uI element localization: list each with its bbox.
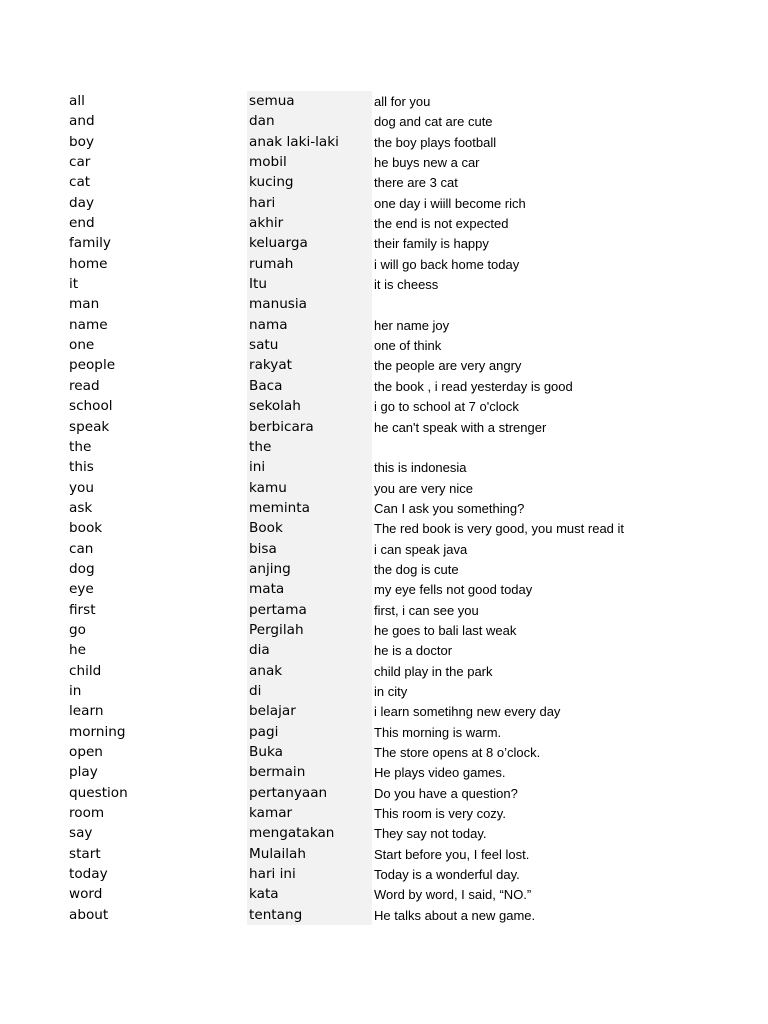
english-word-cell: about (69, 906, 109, 923)
indonesian-word-cell: nama (247, 315, 372, 335)
example-sentence-cell: He talks about a new game. (374, 907, 536, 923)
table-row (0, 498, 768, 518)
table-row (0, 457, 768, 477)
indonesian-word-cell: tentang (247, 905, 372, 925)
example-sentence-cell: he can't speak with a strenger (374, 419, 547, 435)
english-word-cell: this (69, 459, 94, 476)
english-word-cell: name (69, 316, 108, 333)
table-row (0, 193, 768, 213)
indonesian-word-cell: anjing (247, 559, 372, 579)
table-row (0, 701, 768, 721)
indonesian-word-cell: akhir (247, 213, 372, 233)
example-sentence-cell: he goes to bali last weak (374, 622, 517, 638)
example-sentence-cell: child play in the park (374, 663, 493, 679)
indonesian-word-cell: satu (247, 335, 372, 355)
example-sentence-cell (374, 295, 636, 315)
indonesian-word-cell: hari ini (247, 864, 372, 884)
table-row (0, 905, 768, 925)
indonesian-word-cell: bisa (247, 539, 372, 559)
indonesian-word-cell: pertanyaan (247, 783, 372, 803)
english-word-cell: all (69, 93, 85, 109)
example-sentence-cell: one day i wiill become rich (374, 195, 526, 211)
example-sentence-cell: He plays video games. (374, 765, 506, 781)
english-word-cell: speak (69, 418, 110, 435)
indonesian-word-cell: hari (247, 193, 372, 213)
example-sentence-cell: all for you (374, 94, 431, 109)
english-word-cell: eye (69, 581, 94, 598)
english-word-cell: boy (69, 133, 94, 150)
english-word-cell: end (69, 215, 95, 232)
english-word-cell: learn (69, 703, 104, 720)
table-row (0, 579, 768, 599)
example-sentence-cell: They say not today. (374, 826, 487, 842)
example-sentence-cell: it is cheess (374, 277, 439, 293)
indonesian-word-cell: mata (247, 579, 372, 599)
table-row (0, 884, 768, 904)
english-word-cell: school (69, 398, 113, 415)
example-sentence-cell: one of think (374, 338, 442, 354)
table-row (0, 315, 768, 335)
indonesian-word-cell: Buka (247, 742, 372, 762)
english-word-cell: and (69, 113, 95, 130)
english-word-cell: go (69, 621, 86, 638)
indonesian-word-cell: Mulailah (247, 844, 372, 864)
english-word-cell: he (69, 642, 86, 659)
example-sentence-cell: the dog is cute (374, 561, 459, 577)
example-sentence-cell: you are very nice (374, 480, 473, 496)
english-word-cell: room (69, 805, 105, 822)
english-word-cell: car (69, 154, 91, 171)
example-sentence-cell: there are 3 cat (374, 175, 458, 191)
english-word-cell: dog (69, 560, 95, 577)
indonesian-word-cell: pagi (247, 722, 372, 742)
example-sentence-cell: The store opens at 8 o’clock. (374, 745, 541, 760)
indonesian-word-cell: keluarga (247, 233, 372, 253)
table-row (0, 600, 768, 620)
english-word-cell: it (69, 276, 79, 293)
indonesian-word-cell: manusia (247, 294, 372, 314)
english-word-cell: open (69, 744, 103, 760)
table-row (0, 132, 768, 152)
english-word-cell: you (69, 479, 94, 496)
table-row (0, 111, 768, 131)
indonesian-word-cell: dia (247, 640, 372, 660)
indonesian-word-cell: bermain (247, 762, 372, 782)
example-sentence-cell: Today is a wonderful day. (374, 867, 520, 883)
english-word-cell: one (69, 337, 95, 354)
english-word-cell: in (69, 682, 82, 699)
indonesian-word-cell: Book (247, 518, 372, 538)
table-row (0, 640, 768, 660)
english-word-cell: ask (69, 499, 93, 516)
indonesian-word-cell: semua (247, 91, 372, 111)
indonesian-word-cell: Pergilah (247, 620, 372, 640)
table-row (0, 335, 768, 355)
example-sentence-cell: he buys new a car (374, 155, 480, 171)
table-row (0, 396, 768, 416)
english-word-cell: read (69, 377, 100, 394)
indonesian-word-cell: belajar (247, 701, 372, 721)
table-row (0, 376, 768, 396)
english-word-cell: can (69, 540, 94, 557)
table-row (0, 172, 768, 192)
indonesian-word-cell: meminta (247, 498, 372, 518)
example-sentence-cell: the end is not expected (374, 216, 509, 232)
table-row (0, 417, 768, 437)
table-row (0, 722, 768, 742)
english-word-cell: start (69, 845, 101, 862)
example-sentence-cell: i learn sometihng new every day (374, 704, 561, 720)
indonesian-word-cell: sekolah (247, 396, 372, 416)
table-row (0, 355, 768, 375)
indonesian-word-cell: di (247, 681, 372, 701)
indonesian-word-cell: rumah (247, 254, 372, 274)
example-sentence-cell: the book , i read yesterday is good (374, 378, 573, 394)
table-row (0, 254, 768, 274)
table-row (0, 661, 768, 681)
indonesian-word-cell: mengatakan (247, 823, 372, 843)
table-row (0, 762, 768, 782)
table-row (0, 844, 768, 864)
example-sentence-cell: her name joy (374, 317, 450, 333)
english-word-cell: child (69, 662, 102, 679)
indonesian-word-cell: Itu (247, 274, 372, 294)
example-sentence-cell: the boy plays football (374, 134, 497, 150)
table-row (0, 681, 768, 701)
indonesian-word-cell: ini (247, 457, 372, 477)
indonesian-word-cell: kamar (247, 803, 372, 823)
english-word-cell: question (69, 784, 128, 801)
table-row (0, 152, 768, 172)
english-word-cell: book (69, 520, 103, 537)
example-sentence-cell: Word by word, I said, “NO.” (374, 887, 532, 903)
table-row (0, 742, 768, 762)
example-sentence-cell: Can I ask you something? (374, 500, 525, 516)
english-word-cell: home (69, 255, 108, 272)
table-row (0, 518, 768, 538)
example-sentence-cell: first, i can see you (374, 602, 479, 618)
english-word-cell: say (69, 825, 93, 842)
example-sentence-cell: i will go back home today (374, 256, 520, 272)
example-sentence-cell: in city (374, 683, 408, 699)
example-sentence-cell: Start before you, I feel lost. (374, 846, 530, 862)
english-word-cell: cat (69, 174, 91, 191)
english-word-cell: first (69, 601, 96, 618)
table-row (0, 783, 768, 803)
english-word-cell: today (69, 866, 108, 883)
example-sentence-cell: i can speak java (374, 541, 468, 557)
indonesian-word-cell: mobil (247, 152, 372, 172)
table-row (0, 294, 768, 314)
indonesian-word-cell: dan (247, 111, 372, 131)
table-row (0, 213, 768, 233)
english-word-cell: family (69, 235, 111, 252)
example-sentence-cell: their family is happy (374, 236, 489, 252)
indonesian-word-cell: kata (247, 884, 372, 904)
example-sentence-cell (374, 438, 636, 458)
table-row (0, 823, 768, 843)
table-row (0, 437, 768, 457)
indonesian-word-cell: kucing (247, 172, 372, 192)
english-word-cell: people (69, 357, 116, 374)
example-sentence-cell: Do you have a question? (374, 785, 518, 801)
indonesian-word-cell: kamu (247, 478, 372, 498)
table-row (0, 91, 768, 111)
example-sentence-cell: i go to school at 7 o'clock (374, 399, 519, 415)
table-row (0, 559, 768, 579)
indonesian-word-cell: berbicara (247, 417, 372, 437)
english-word-cell: morning (69, 723, 126, 740)
vocabulary-table (0, 91, 768, 925)
indonesian-word-cell: anak (247, 661, 372, 681)
english-word-cell: the (69, 438, 92, 455)
table-row (0, 478, 768, 498)
table-row (0, 233, 768, 253)
english-word-cell: man (69, 296, 100, 313)
table-row (0, 803, 768, 823)
example-sentence-cell: my eye fells not good today (374, 582, 533, 598)
example-sentence-cell: This room is very cozy. (374, 806, 506, 822)
table-row (0, 864, 768, 884)
indonesian-word-cell: pertama (247, 600, 372, 620)
english-word-cell: play (69, 764, 98, 781)
table-row (0, 274, 768, 294)
indonesian-word-cell: the (247, 437, 372, 457)
example-sentence-cell: this is indonesia (374, 460, 467, 476)
example-sentence-cell: The red book is very good, you must read it (374, 521, 625, 537)
english-word-cell: word (69, 886, 103, 903)
indonesian-word-cell: rakyat (247, 355, 372, 375)
example-sentence-cell: the people are very angry (374, 358, 522, 374)
english-word-cell: day (69, 194, 95, 211)
indonesian-word-cell: Baca (247, 376, 372, 396)
table-row (0, 539, 768, 559)
example-sentence-cell: dog and cat are cute (374, 114, 493, 130)
indonesian-word-cell: anak laki-laki (247, 132, 372, 152)
table-row (0, 620, 768, 640)
example-sentence-cell: he is a doctor (374, 643, 453, 659)
example-sentence-cell: This morning is warm. (374, 724, 502, 740)
